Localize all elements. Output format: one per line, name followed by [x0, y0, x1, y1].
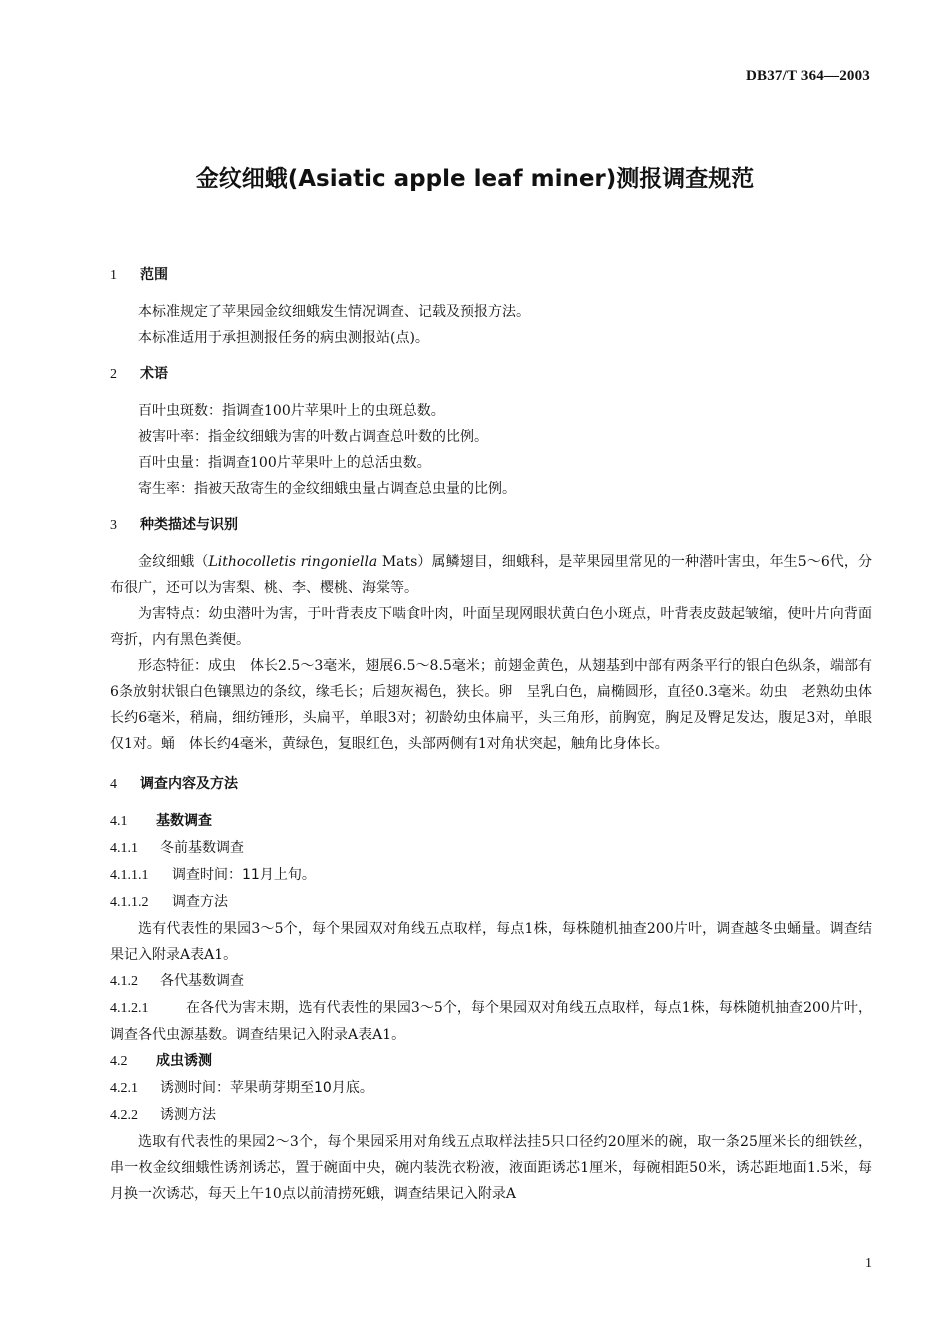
- document-title: 金纹细蛾(Asiatic apple leaf miner)测报调查规范: [195, 166, 755, 192]
- term-definition: 百叶虫斑数：指调查100片苹果叶上的虫斑总数。: [138, 403, 445, 419]
- section-title: 种类描述与识别: [140, 517, 238, 533]
- paragraph: 为害特点：幼虫潜叶为害，于叶背表皮下啮食叶肉，叶面呈现网眼状黄白色小斑点，叶背表皮鼓起皱缩，使叶片向背面弯折，内有黑色粪便。: [110, 606, 872, 648]
- subsection-heading: 4.1.2 各代基数调查: [110, 973, 244, 989]
- section-title: 范围: [140, 267, 168, 283]
- clause: 4.2.1 诱测时间：苹果萌芽期至10月底。: [110, 1080, 374, 1096]
- section-heading-terms: [110, 361, 872, 388]
- page-number: 1: [865, 1256, 872, 1271]
- paragraph: 选有代表性的果园3～5个，每个果园双对角线五点取样，每点1株，每株随机抽查200片叶，调查越冬虫蛹量。调查结果记入附录A表A1。: [110, 921, 872, 963]
- scientific-name: Lithocolletis ringoniella: [208, 554, 378, 570]
- paragraph: 本标准规定了苹果园金纹细蛾发生情况调查、记载及预报方法。: [138, 304, 530, 320]
- paragraph: 金纹细蛾（Lithocolletis ringoniella Mats）属鳞翅目，细蛾科，是苹果园里常见的一种潜叶害虫，年生5～6代，分布很广，还可以为害梨、桃、李、樱桃、海棠等。: [110, 554, 872, 596]
- clause: 4.2.2 诱测方法: [110, 1107, 216, 1123]
- standard-code: DB37/T 364—2003: [746, 68, 870, 84]
- subsection-heading: 4.2 成虫诱测: [110, 1053, 212, 1069]
- clause: 4.1.1.2 调查方法: [110, 894, 228, 910]
- subsection-heading: 4.1.1 冬前基数调查: [110, 840, 244, 856]
- document-body: [110, 262, 872, 1207]
- term-definition: 寄生率：指被天敌寄生的金纹细蛾虫量占调查总虫量的比例。: [138, 481, 516, 497]
- section-title: 术语: [140, 366, 168, 382]
- section-number: 4: [110, 777, 117, 792]
- subsection-heading: 4.1 基数调查: [110, 813, 212, 829]
- clause: 4.1.2.1 在各代为害末期，选有代表性的果园3～5个，每个果园双对角线五点取样，每点1株，每株随机抽查200片叶，调查各代虫源基数。调查结果记入附录A表A1。: [110, 1000, 872, 1043]
- section-number: 2: [110, 367, 117, 382]
- section-heading-survey: [110, 771, 872, 798]
- paragraph: 选取有代表性的果园2～3个，每个果园采用对角线五点取样法挂5只口径约20厘米的碗，取一条25厘米长的细铁丝，串一枚金纹细蛾性诱剂诱芯，置于碗面中央，碗内装洗衣粉液，液面距诱芯1厘米，每碗相距50米，诱芯距地面1.5米，每月换一次诱芯，每天上午10点以前清捞死蛾，调查结果记入附录A: [110, 1134, 872, 1202]
- paragraph: 本标准适用于承担测报任务的病虫测报站(点)。: [138, 330, 429, 346]
- clause: 4.1.1.1 调查时间：11月上旬。: [110, 867, 316, 883]
- term-definition: 百叶虫量：指调查100片苹果叶上的总活虫数。: [138, 455, 431, 471]
- paragraph: 形态特征：成虫 体长2.5～3毫米，翅展6.5～8.5毫米；前翅金黄色，从翅基到中部有两条平行的银白色纵条，端部有6条放射状银白色镶黑边的条纹，缘毛长；后翅灰褐色，狭长。卵 呈乳白色，扁椭圆形，直径0.3毫米。幼虫 老熟幼虫体长约6毫米，稍扁，细纺锤形，头扁平，单眼3对；初龄幼虫体扁平，头三角形，前胸宽，胸足及臀足发达，腹足3对，单眼仅1对。蛹 体长约4毫米，黄绿色，复眼红色，头部两侧有1对角状突起，触角比身体长。: [110, 658, 872, 752]
- section-heading-species: [110, 512, 872, 539]
- section-title: 调查内容及方法: [140, 776, 238, 792]
- term-definition: 被害叶率：指金纹细蛾为害的叶数占调查总叶数的比例。: [138, 429, 488, 445]
- section-number: 3: [110, 518, 117, 533]
- section-heading-scope: [110, 262, 872, 289]
- section-number: 1: [110, 268, 117, 283]
